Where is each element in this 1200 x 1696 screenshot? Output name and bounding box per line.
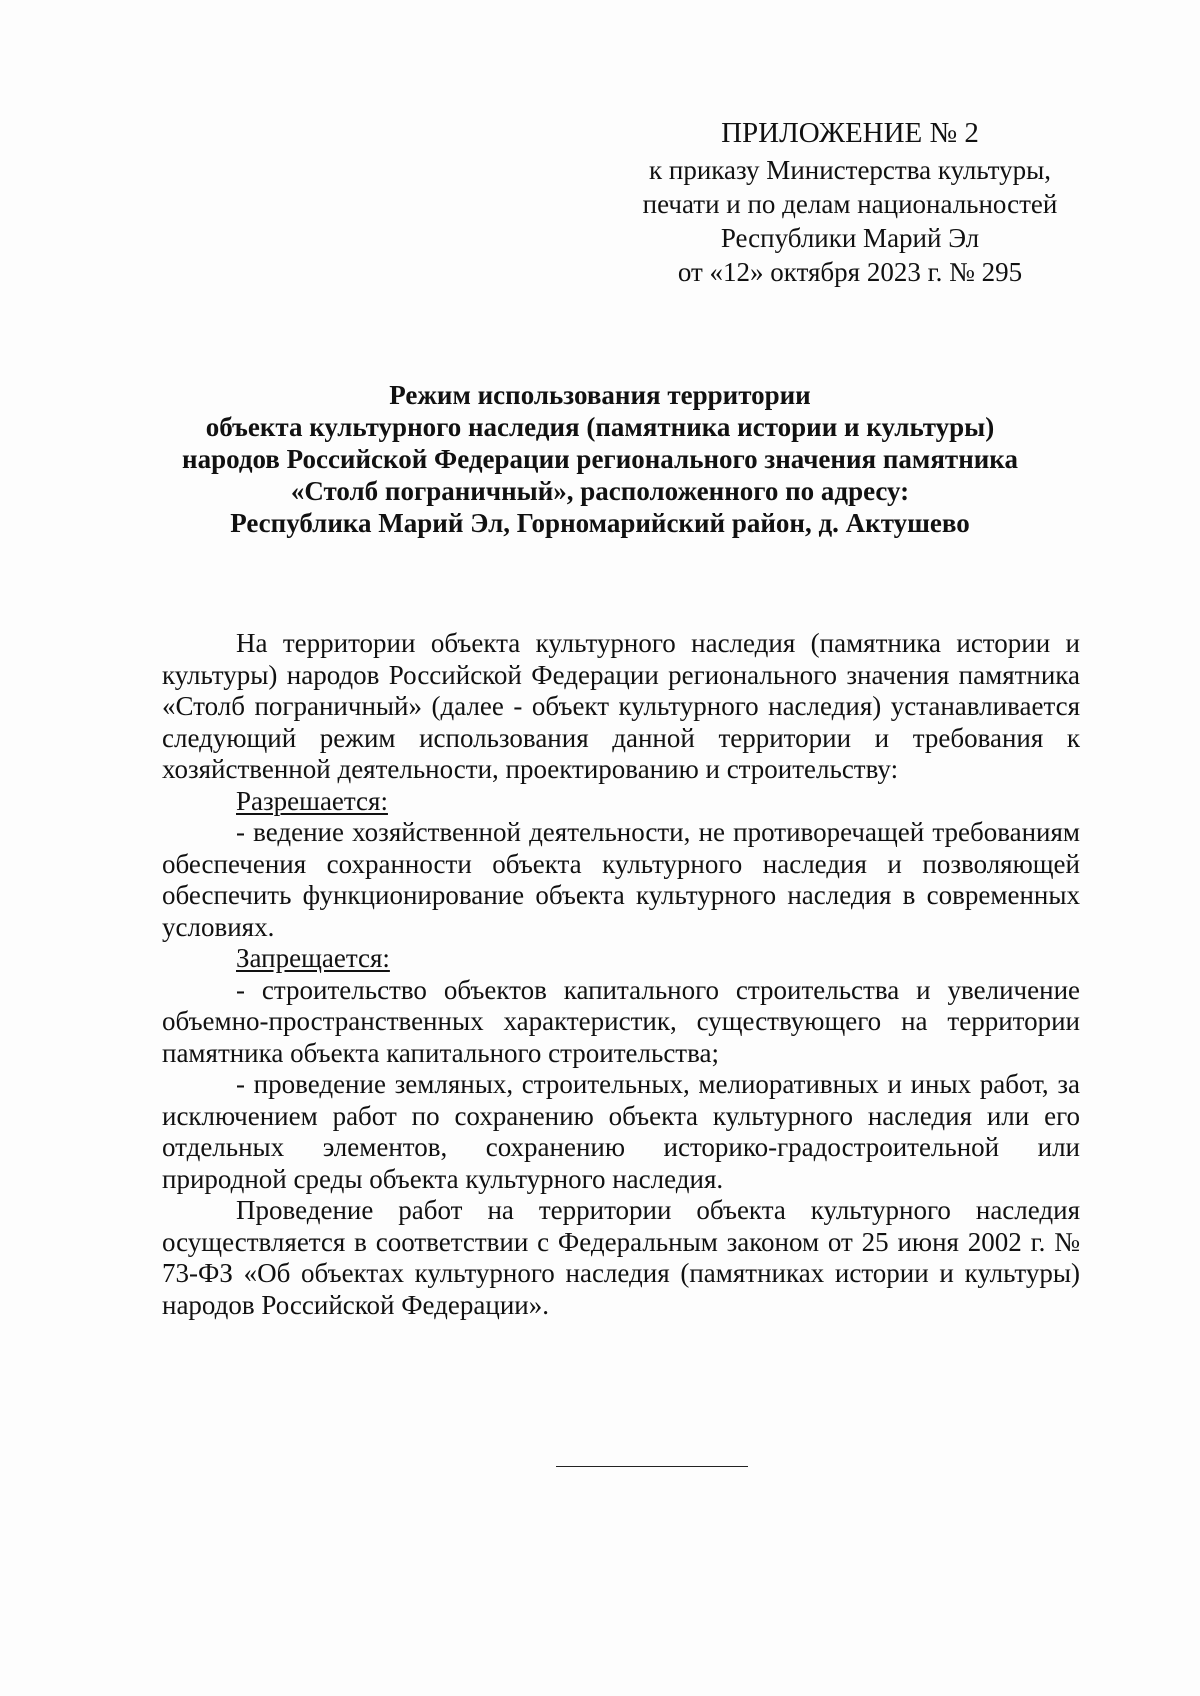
forbidden-heading-text: Запрещается: <box>236 943 390 973</box>
forbidden-item: - строительство объектов капитального строительства и увеличение объемно-пространственных характеристик, существующего на территории памятника объекта капитального строительства; <box>162 974 1080 1068</box>
intro-paragraph: На территории объекта культурного наследия (памятника истории и культуры) народов Российской Федерации регионального значения памятника «Столб пограничный» (далее - объект культурного наследия) устанавливается следующий режим использования данной территории и требования к хозяйственной деятельности, проектированию и строительству: <box>162 628 1080 784</box>
appendix-header <box>600 116 1100 289</box>
appendix-line: от «12» октября 2023 г. № 295 <box>677 257 1023 287</box>
title-line: «Столб пограничный», расположенного по адресу: <box>290 476 910 506</box>
document-title <box>100 379 1100 539</box>
appendix-line: печати и по делам национальностей <box>642 189 1058 219</box>
allowed-heading <box>162 786 1080 818</box>
title-line: народов Российской Федерации регионального значения памятника <box>182 444 1018 474</box>
title-line: объекта культурного наследия (памятника истории и культуры) <box>205 412 995 442</box>
closing-paragraph: Проведение работ на территории объекта культурного наследия осуществляется в соответствии с Федеральным законом от 25 июня 2002 г. № 73-ФЗ «Об объектах культурного наследия (памятниках истории и культуры) народов Российской Федерации». <box>162 1195 1080 1320</box>
title-line: Республика Марий Эл, Горномарийский район, д. Актушево <box>230 508 970 538</box>
allowed-item: - ведение хозяйственной деятельности, не противоречащей требованиям обеспечения сохранности объекта культурного наследия и позволяющей обеспечить функционирование объекта культурного наследия в современных условиях. <box>162 817 1080 942</box>
appendix-line: к приказу Министерства культуры, <box>649 155 1051 185</box>
allowed-heading-text: Разрешается: <box>236 785 388 816</box>
document-body <box>162 628 1080 1321</box>
appendix-title: ПРИЛОЖЕНИЕ № 2 <box>721 117 979 149</box>
appendix-line: Республики Марий Эл <box>720 223 980 253</box>
end-divider <box>556 1466 748 1467</box>
forbidden-heading <box>162 943 1080 975</box>
title-line: Режим использования территории <box>389 380 811 410</box>
forbidden-item: - проведение земляных, строительных, мелиоративных и иных работ, за исключением работ по сохранению объекта культурного наследия или его отдельных элементов, сохранению историко-градостроительной или природной среды объекта культурного наследия. <box>162 1069 1080 1194</box>
